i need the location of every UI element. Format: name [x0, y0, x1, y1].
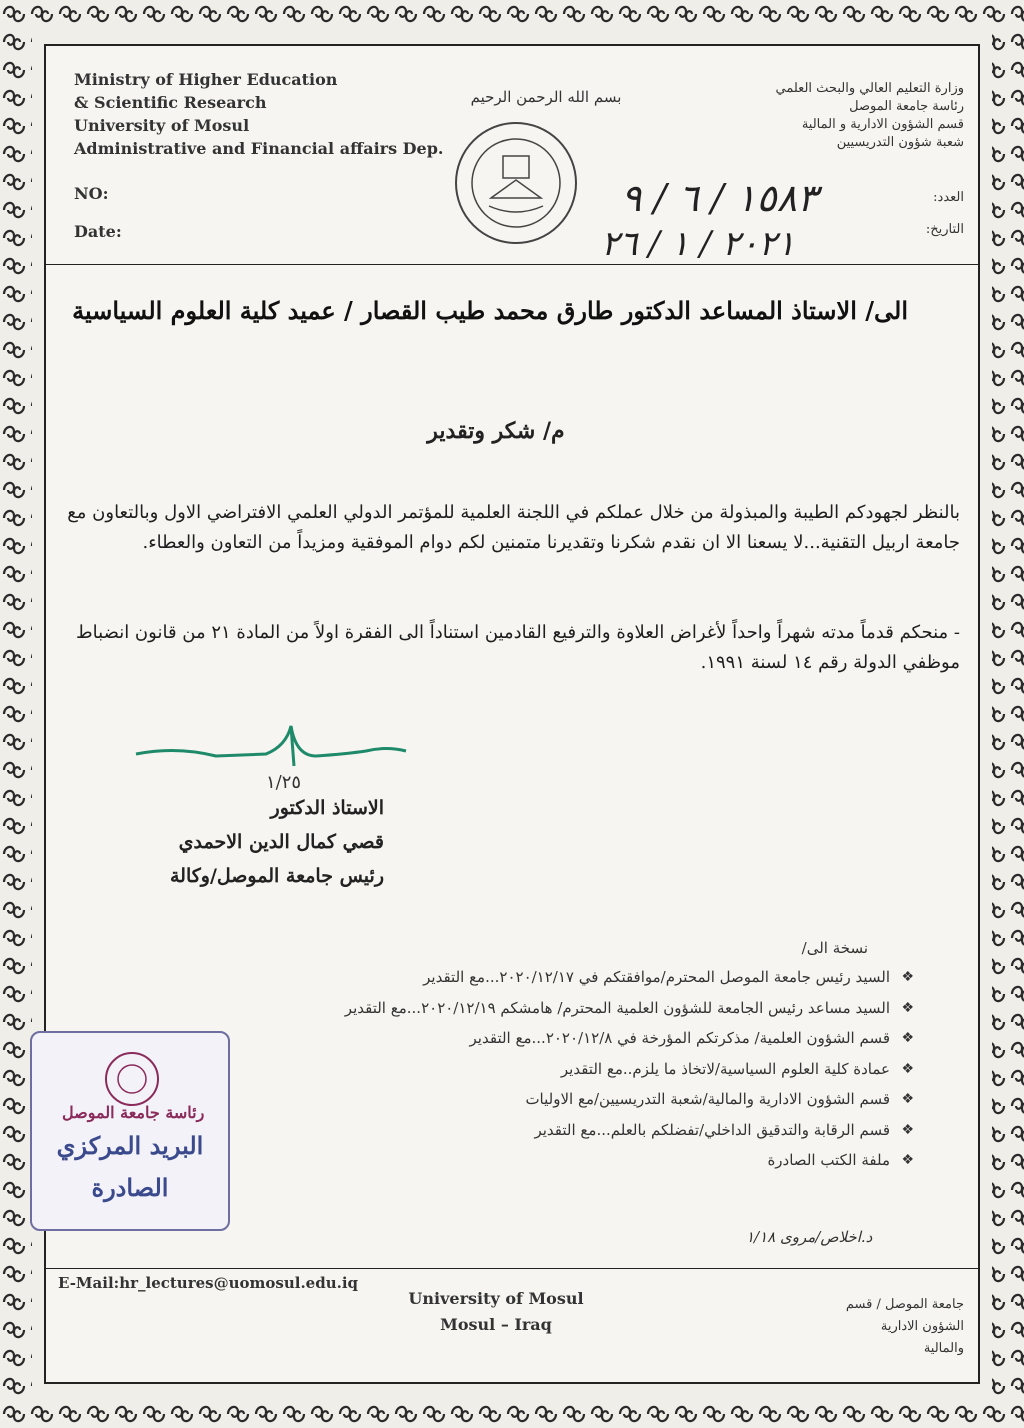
letter-page [44, 44, 980, 1384]
signature-date: ١/٢٥ [266, 772, 302, 793]
copy-item: ❖ عمادة كلية العلوم السياسية/لاتخاذ ما يلزم..مع التقدير [560, 1059, 914, 1078]
footer-ar-line-3: والمالية [923, 1341, 964, 1356]
body-paragraph: بالنظر لجهودكم الطيبة والمبذولة من خلال عملكم في اللجنة العلمية للمؤتمر الدولي العلمي الافتراضي الاول وبالتعاون مع جامعة اربيل التقنية...لا يسعنا الا ان نقدم شكرنا وتقديرنا متمنين لكم دوام الموفقية ومزيداً من التعاون والعطاء. [67, 502, 960, 553]
handwritten-date: ٢٠٢١ / ١ / ٢٦ [601, 224, 795, 264]
copy-item: ❖ قسم الشؤون العلمية/ مذكرتكم المؤرخة في ٢٠٢٠/١٢/٨...مع التقدير [469, 1029, 914, 1047]
copy-item: ❖ السيد رئيس جامعة الموصل المحترم/موافقتكم في ٢٠٢٠/١٢/١٧...مع التقدير [423, 968, 914, 986]
copy-item: ❖ ملفة الكتب الصادرة [767, 1151, 914, 1169]
ministry-ar: وزارة التعليم العالي والبحث العلمي [775, 81, 964, 96]
footer-divider [46, 1268, 978, 1269]
copies-title: نسخة الى/ [801, 939, 868, 957]
section-ar: شعبة شؤون التدريسيين [836, 135, 964, 150]
header-divider [46, 264, 978, 265]
department-ar: قسم الشؤون الادارية و المالية [801, 117, 964, 132]
central-mail-stamp [30, 1031, 230, 1231]
footer-email: E-Mail:hr_lectures@uomosul.edu.iq [58, 1274, 359, 1292]
footer-ar-line-2: الشؤون الادارية [880, 1319, 964, 1334]
university-en: University of Mosul [74, 116, 250, 135]
signer-position: رئيس جامعة الموصل/وكالة [169, 865, 384, 887]
footer-uni-city: Mosul – Iraq [440, 1315, 552, 1334]
copy-item: ❖ السيد مساعد رئيس الجامعة للشؤون العلمية المحترم/ هامشكم ٢٠٢٠/١٢/١٩...مع التقدير [344, 998, 914, 1017]
presidency-ar: رئاسة جامعة الموصل [849, 99, 964, 114]
typist-initials: د.اخلاص/مروى ١/١٨ [746, 1228, 873, 1246]
department-en: Administrative and Financial affairs Dep. [74, 139, 444, 158]
number-label-ar: العدد: [933, 190, 964, 205]
footer-university [386, 1286, 606, 1338]
stamp-line-1: البريد المركزي [56, 1131, 204, 1160]
number-label-en: NO: [74, 184, 109, 203]
copy-item: ❖ قسم الشؤون الادارية والمالية/شعبة التدريسيين/مع الاوليات [525, 1090, 914, 1108]
stamp-line-2: الصادرة [91, 1173, 169, 1202]
signature-icon [116, 706, 416, 796]
footer-ar-line-1: جامعة الموصل / قسم [845, 1297, 964, 1312]
date-label-ar: التاريخ: [925, 222, 964, 237]
english-letterhead [74, 68, 443, 160]
footer-uni-name: University of Mosul [408, 1289, 584, 1308]
university-seal-icon [451, 118, 581, 248]
copy-item: ❖ قسم الرقابة والتدقيق الداخلي/تفضلكم بالعلم...مع التقدير [534, 1120, 914, 1139]
subject-line: م/ شكر وتقدير [427, 418, 565, 444]
ministry-en: Ministry of Higher Education [74, 70, 338, 89]
footer-arabic [804, 1294, 964, 1360]
handwritten-number: ١٥٨٣ / ٦ / ٩ [621, 176, 818, 220]
recipient-line: الى/ الاستاذ المساعد الدكتور طارق محمد طيب القصار / عميد كلية العلوم السياسية [72, 296, 908, 325]
copies-list [134, 962, 914, 1176]
signer-title: الاستاذ الدكتور [270, 797, 384, 819]
research-en: & Scientific Research [74, 93, 267, 112]
signer-block [64, 791, 384, 893]
arabic-letterhead [704, 80, 964, 152]
grant-paragraph: - منحكم قدماً مدته شهراً واحداً لأغراض العلاوة والترفيع القادمين استناداً الى الفقرة اولاً من المادة ٢١ من قانون انضباط موظفي الدولة رقم ١٤ لسنة ١٩٩١. [76, 622, 960, 673]
grant-text: منحكم قدماً مدته شهراً واحداً لأغراض العلاوة والترفيع القادمين استناداً الى الفقرة اولاً من المادة ٢١ من قانون انضباط موظفي الدولة رقم ١٤ لسنة ١٩٩١. [76, 622, 960, 673]
bismillah: بسم الله الرحمن الرحيم [470, 88, 622, 106]
stamp-ring-text: رئاسة جامعة الموصل [62, 1103, 205, 1122]
signer-name: قصي كمال الدين الاحمدي [178, 831, 384, 853]
date-label-en: Date: [74, 222, 122, 241]
